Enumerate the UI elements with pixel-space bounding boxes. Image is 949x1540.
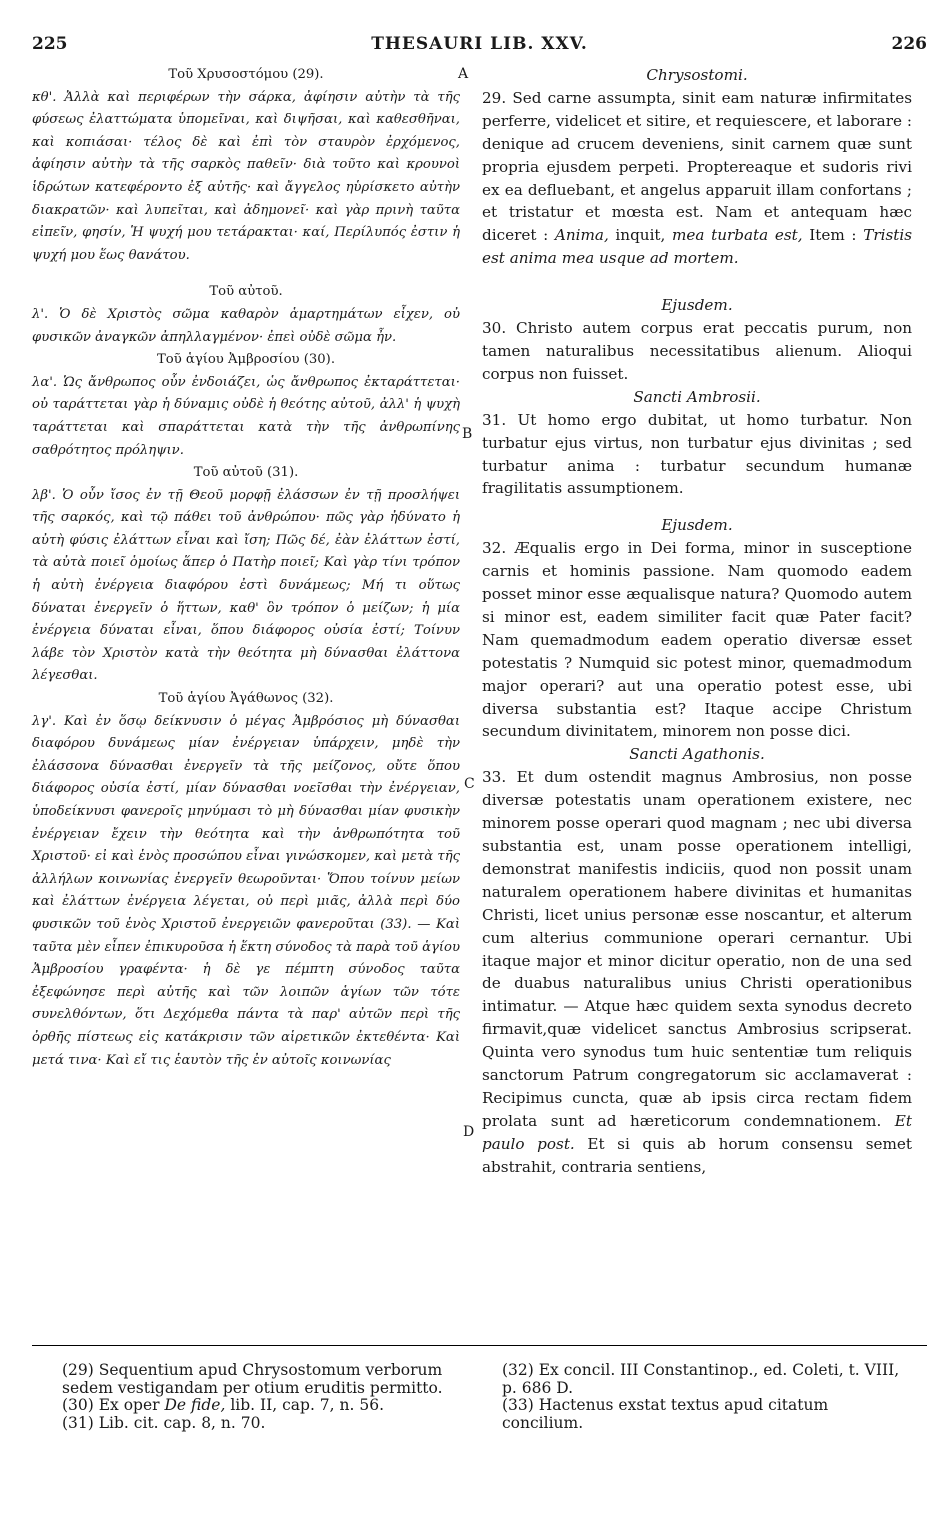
latin-heading-29: Chrysostomi.	[646, 66, 748, 84]
running-title: THESAURI LIB. XXV.	[371, 34, 588, 54]
greek-column	[32, 64, 460, 1072]
latin-paragraph-30: 30. Christo autem corpus erat peccatis purum, non tamen naturalibus necessitatibus alienum. Alioqui corpus non fuisset.	[482, 319, 912, 383]
footnotes-right	[502, 1362, 914, 1432]
greek-heading-30: Τοῦ αὐτοῦ.	[209, 284, 283, 300]
footnote-32: (32) Ex concil. III Constantinop., ed. Coleti, t. VIII, p. 686 D.	[502, 1361, 900, 1397]
greek-paragraph-32: λβ'. Ὁ οὖν ἴσος ἐν τῇ Θεοῦ μορφῇ ἐλάσσων ἐν τῇ προσλήψει τῆς σαρκός, καὶ τῷ πάθει τοῦ ἀνθρώπου· πῶς γὰρ ἠδύνατο ἡ αὐτὴ φύσις ἐλάττων εἶναι καὶ ἴση; Πῶς δέ, ἐὰν ἐλάττων ἐστί, τὰ αὐτὰ ποιεῖ ὁμοίως ἅπερ ὁ Πατὴρ ποιεῖ; Καὶ γὰρ τίνι τρόπον ἡ αὐτὴ ἐνέργεια διαφόρου ἐστὶ δυνάμεως; Μή τι οὕτως δύναται ἐνεργεῖν ὁ ἥττων, καθ' ὃν τρόπον ὁ μείζων; ἡ μία ἐνέργεια δύναται εἶναι, ὅπου διάφορος οὐσία ἐστί; Τοίνυν λάβε τὸν Χριστὸν κατὰ τὴν θεότητα μὴ δύνασθαι ἐλάττονα λέγεσθαι.	[32, 487, 460, 684]
latin-paragraph-32: 32. Æqualis ergo in Dei forma, minor in susceptione carnis et hominis passione. Nam quomodo eadem posset minor esse æqualisque natura? Quomodo autem si minor est, eadem similiter facit quæ Pater facit? Nam quemadmodum eadem operatio diversæ esset potestatis ? Numquid sic potest minor, quemadmodum major operari? aut una operatio potest esse, ubi diversa substantia est? Itaque accipe Christum secundum divinitatem, minorem non posse dici.	[482, 539, 912, 741]
margin-marker-c: C	[464, 776, 475, 792]
footnote-30: (30) Ex oper De fide, lib. II, cap. 7, n. 56.	[62, 1396, 385, 1414]
right-page-number: 226	[891, 34, 927, 54]
latin-heading-33: Sancti Agathonis.	[629, 745, 765, 764]
greek-heading-29: Τοῦ Χρυσοστόμου (29).	[168, 67, 324, 82]
footnote-33: (33) Hactenus exstat textus apud citatum concilium.	[502, 1396, 829, 1432]
greek-paragraph-29: κθ'. Ἀλλὰ καὶ περιφέρων τὴν σάρκα, ἀφίησιν αὐτὴν τὰ τῆς φύσεως ἐλαττώματα ὑπομεῖναι, καὶ διψῆσαι, καὶ καθεσθῆναι, καὶ κοπιάσαι· τέλος δὲ καὶ ἐπὶ τὸν σταυρὸν ἐρχόμενος, ἀφίησιν αὐτὴν τὰ τῆς σαρκὸς παθεῖν· διὰ τοῦτο καὶ κρουνοὶ ἱδρώτων κατεφέροντο ἐξ αὐτῆς· καὶ ἄγγελος ηὑρίσκετο αὐτὴν διακρατῶν· καὶ λυπεῖται, καὶ ἀδημονεῖ· καὶ γὰρ πρινὴ ταῦτα εἰπεῖν, φησίν, Ἡ ψυχή μου τετάρακται· καί, Περίλυπός ἐστιν ἡ ψυχή μου ἕως θανάτου.	[32, 89, 460, 263]
latin-paragraph-33: 33. Et dum ostendit magnus Ambrosius, non posse diversæ potestatis unam operationem existere, nec minorem posse operari quod magnam ; nec ubi diversa substantia est, unam posse operationem intelligi, demonstrat manifestis indiciis, quod non possit unam naturalem operationem habere divinitas et humanitas Christi, licet unius personæ esse noscantur, et alterum cum alterius communione operari cernantur. Ubi itaque major et minor dicitur operatio, non de una sed de duabus naturalibus unius Christi operationibus intimatur. — Atque hæc quidem sexta synodus decreto firmavit,quæ videlicet sanctus Ambrosius scripserat. Quinta vero synodus tum huic sententiæ tum reliquis sanctorum Patrum congregatorum sic acclamaverat : Recipimus cuncta, quæ ab ipsis circa rectam fidem prolata sunt ad hæreticorum condemnationem. Et paulo post. Et si quis ab horum consensu semet abstrahit, contraria sentiens,	[482, 768, 912, 1176]
latin-heading-32: Ejusdem.	[661, 516, 733, 535]
running-header	[32, 34, 927, 60]
footnote-29: (29) Sequentium apud Chrysostomum verborum sedem vestigandam per otium eruditis permitto.	[62, 1361, 443, 1397]
latin-paragraph-31: 31. Ut homo ergo dubitat, ut homo turbatur. Non turbatur ejus virtus, non turbatur ejus divinitas ; sed turbatur anima : turbatur secundum humanæ fragilitatis assumptionem.	[482, 410, 912, 498]
left-page-number: 225	[32, 34, 68, 54]
latin-heading-30: Ejusdem.	[661, 296, 733, 315]
footnote-31: (31) Lib. cit. cap. 8, n. 70.	[62, 1413, 266, 1432]
greek-paragraph-33: λγ'. Καὶ ἐν ὅσῳ δείκνυσιν ὁ μέγας Ἀμβρόσιος μὴ δύνασθαι διαφόρου δυνάμεως μίαν ἐνέργειαν ὑπάρχειν, μηδὲ τὴν ἐλάσσονα δύνασθαι ἐνεργεῖν τὰ τῆς μείζονος, οὔτε ὅπου διάφορος οὐσία ἐστί, μίαν δύνασθαι νοεῖσθαι τὴν ἐνέργειαν, ὑποδείκνυσι φανεροῖς μηνύμασι τὸ μὴ δύνασθαι μίαν φυσικὴν ἐνέργειαν ἔχειν τὴν θεότητα καὶ τὴν ἀνθρωπότητα τοῦ Χριστοῦ· εἰ καὶ ἑνὸς προσώπου εἶναι γινώσκομεν, καὶ μετὰ τῆς ἀλλήλων κοινωνίας ἐνεργεῖν θεωροῦνται· Ὅπου τοίνυν μείων καὶ ἐλάττων ἐνέργεια λέγεται, οὐ περὶ μιᾶς, ἀλλὰ περὶ δύο φυσικῶν τοῦ ἑνὸς Χριστοῦ ἐνεργειῶν φανεροῦται (33). — Καὶ ταῦτα μὲν εἶπεν ἐπικυροῦσα ἡ ἕκτη σύνοδος τὰ παρὰ τοῦ ἁγίου Ἀμβροσίου γραφέντα· ἡ δὲ γε πέμπτη σύνοδος ταῦτα ἐξεφώνησε περὶ αὐτῆς καὶ τῶν λοιπῶν ἁγίων τῶν τότε συνελθόντων, ὅτι Δεχόμεθα πάντα τὰ παρ' αὐτῶν περὶ τῆς ὀρθῆς πίστεως εἰς κατάκρισιν τῶν αἱρετικῶν ἐκτεθέντα· Καὶ μετά τινα· Καὶ εἴ τις ἑαυτὸν τῆς ἐν αὐτοῖς κοινωνίας	[32, 713, 460, 1068]
greek-paragraph-31: λα'. Ὡς ἄνθρωπος οὖν ἐνδοιάζει, ὡς ἄνθρωπος ἐκταράττεται· οὐ ταράττεται γὰρ ἡ δύναμις οὐδὲ ἡ θεότης αὐτοῦ, ἀλλ' ἡ ψυχὴ ταράττεται καὶ σπαράττεται κατὰ τὴν τῆς ἀνθρωπίνης σαθρότητος πρόληψιν.	[32, 374, 460, 458]
greek-heading-33: Τοῦ ἁγίου Ἀγάθωνος (32).	[158, 691, 334, 707]
greek-heading-31: Τοῦ ἁγίου Ἀμβροσίου (30).	[156, 352, 336, 368]
margin-marker-a: A	[458, 66, 469, 82]
greek-paragraph-30: λ'. Ὁ δὲ Χριστὸς σῶμα καθαρὸν ἁμαρτημάτων εἶχεν, οὐ φυσικῶν ἀναγκῶν ἀπηλλαγμένον· ἐπεὶ οὐδὲ σῶμα ἦν.	[32, 306, 460, 345]
footnotes-left	[62, 1362, 462, 1432]
latin-paragraph-29: 29. Sed carne assumpta, sinit eam naturæ infirmitates perferre, videlicet et sitire, et requiescere, et laborare : denique ad crucem deveniens, sinit carnem quæ sunt propria ejusdem perpeti. Proptereaque et sudoris rivi ex ea defluebant, et angelus apparuit illam confortans ; et tristatur et mœsta est. Nam et antequam hæc diceret : Anima, inquit, mea turbata est, Item : Tristis est anima mea usque ad mortem.	[482, 88, 912, 268]
latin-heading-31: Sancti Ambrosii.	[633, 387, 761, 406]
latin-column	[482, 64, 912, 1179]
margin-marker-b: B	[462, 426, 473, 442]
margin-marker-d: D	[463, 1124, 475, 1140]
greek-heading-32: Τοῦ αὐτοῦ (31).	[193, 465, 299, 481]
footnote-rule	[32, 1345, 927, 1346]
